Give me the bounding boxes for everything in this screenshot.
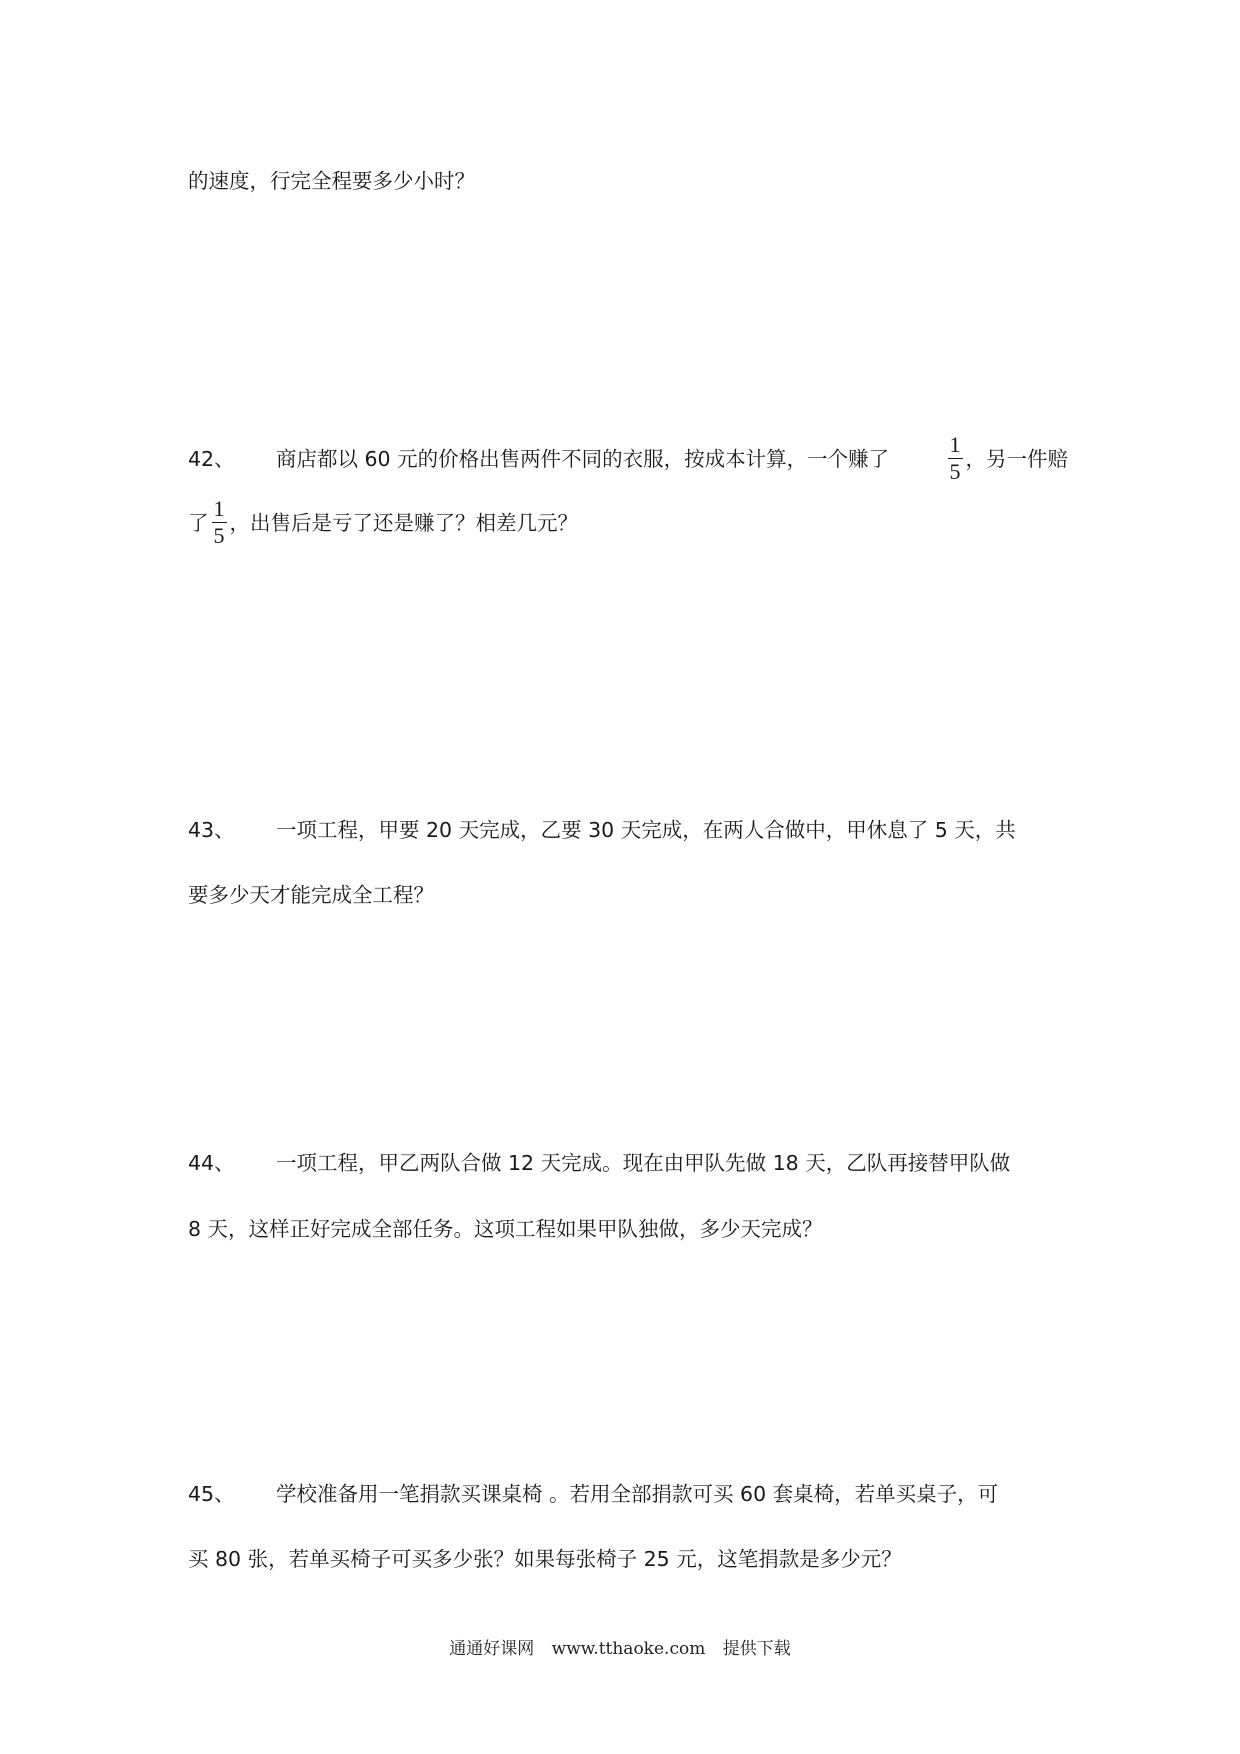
- continuation-line: [188, 166, 1068, 196]
- question-43-text-b: 要多少天才能完成全工程？: [188, 883, 434, 907]
- footer-url[interactable]: www.tthaoke.com: [551, 1639, 706, 1659]
- question-44-line-2: [188, 1214, 1068, 1244]
- question-43-text-a: 一项工程，甲要 20 天完成，乙要 30 天完成，在两人合做中，甲休息了 5 天，共: [276, 818, 1016, 842]
- question-44-text-a: 一项工程，甲乙两队合做 12 天完成。现在由甲队先做 18 天，乙队再接替甲队做: [276, 1151, 1011, 1175]
- question-45-line-1: [188, 1479, 1068, 1509]
- question-43-line-1: [188, 815, 1068, 845]
- question-42-number: 42、: [188, 446, 235, 471]
- question-42-text-b: ，另一件赔: [965, 446, 1068, 471]
- question-43-number: 43、: [188, 818, 235, 842]
- question-45-number: 45、: [188, 1482, 235, 1506]
- question-42-fraction-1: [948, 432, 963, 485]
- footer-note: 提供下载: [722, 1639, 791, 1659]
- page-footer: [0, 1634, 1240, 1659]
- question-45-line-2: [188, 1544, 1068, 1574]
- question-42-text-d: ，出售后是亏了还是赚了？相差几元？: [229, 510, 578, 535]
- fraction-denominator: 5: [213, 523, 225, 548]
- fraction-numerator: 1: [213, 496, 225, 521]
- question-44-text-b: 8 天，这样正好完成全部任务。这项工程如果甲队独做，多少天完成？: [188, 1217, 823, 1241]
- question-43-line-2: [188, 880, 1068, 910]
- continuation-text: 的速度，行完全程要多少小时？: [188, 169, 475, 193]
- question-42-line-1: [188, 432, 1068, 485]
- fraction-numerator: 1: [949, 432, 961, 457]
- question-42-line-2: [188, 496, 1068, 549]
- question-45-text-b: 买 80 张，若单买椅子可买多少张？如果每张椅子 25 元，这笔捐款是多少元？: [188, 1547, 902, 1571]
- question-44-number: 44、: [188, 1151, 235, 1175]
- question-45-text-a: 学校准备用一笔捐款买课桌椅 。若用全部捐款可买 60 套桌椅，若单买桌子，可: [276, 1482, 999, 1506]
- question-42-fraction-2: [212, 496, 227, 549]
- question-42-text-c: 了: [188, 510, 209, 535]
- question-42-text-a: 商店都以 60 元的价格出售两件不同的衣服，按成本计算，一个赚了: [276, 446, 890, 471]
- fraction-denominator: 5: [949, 459, 961, 484]
- footer-site-name: 通通好课网: [449, 1639, 535, 1659]
- question-44-line-1: [188, 1148, 1068, 1178]
